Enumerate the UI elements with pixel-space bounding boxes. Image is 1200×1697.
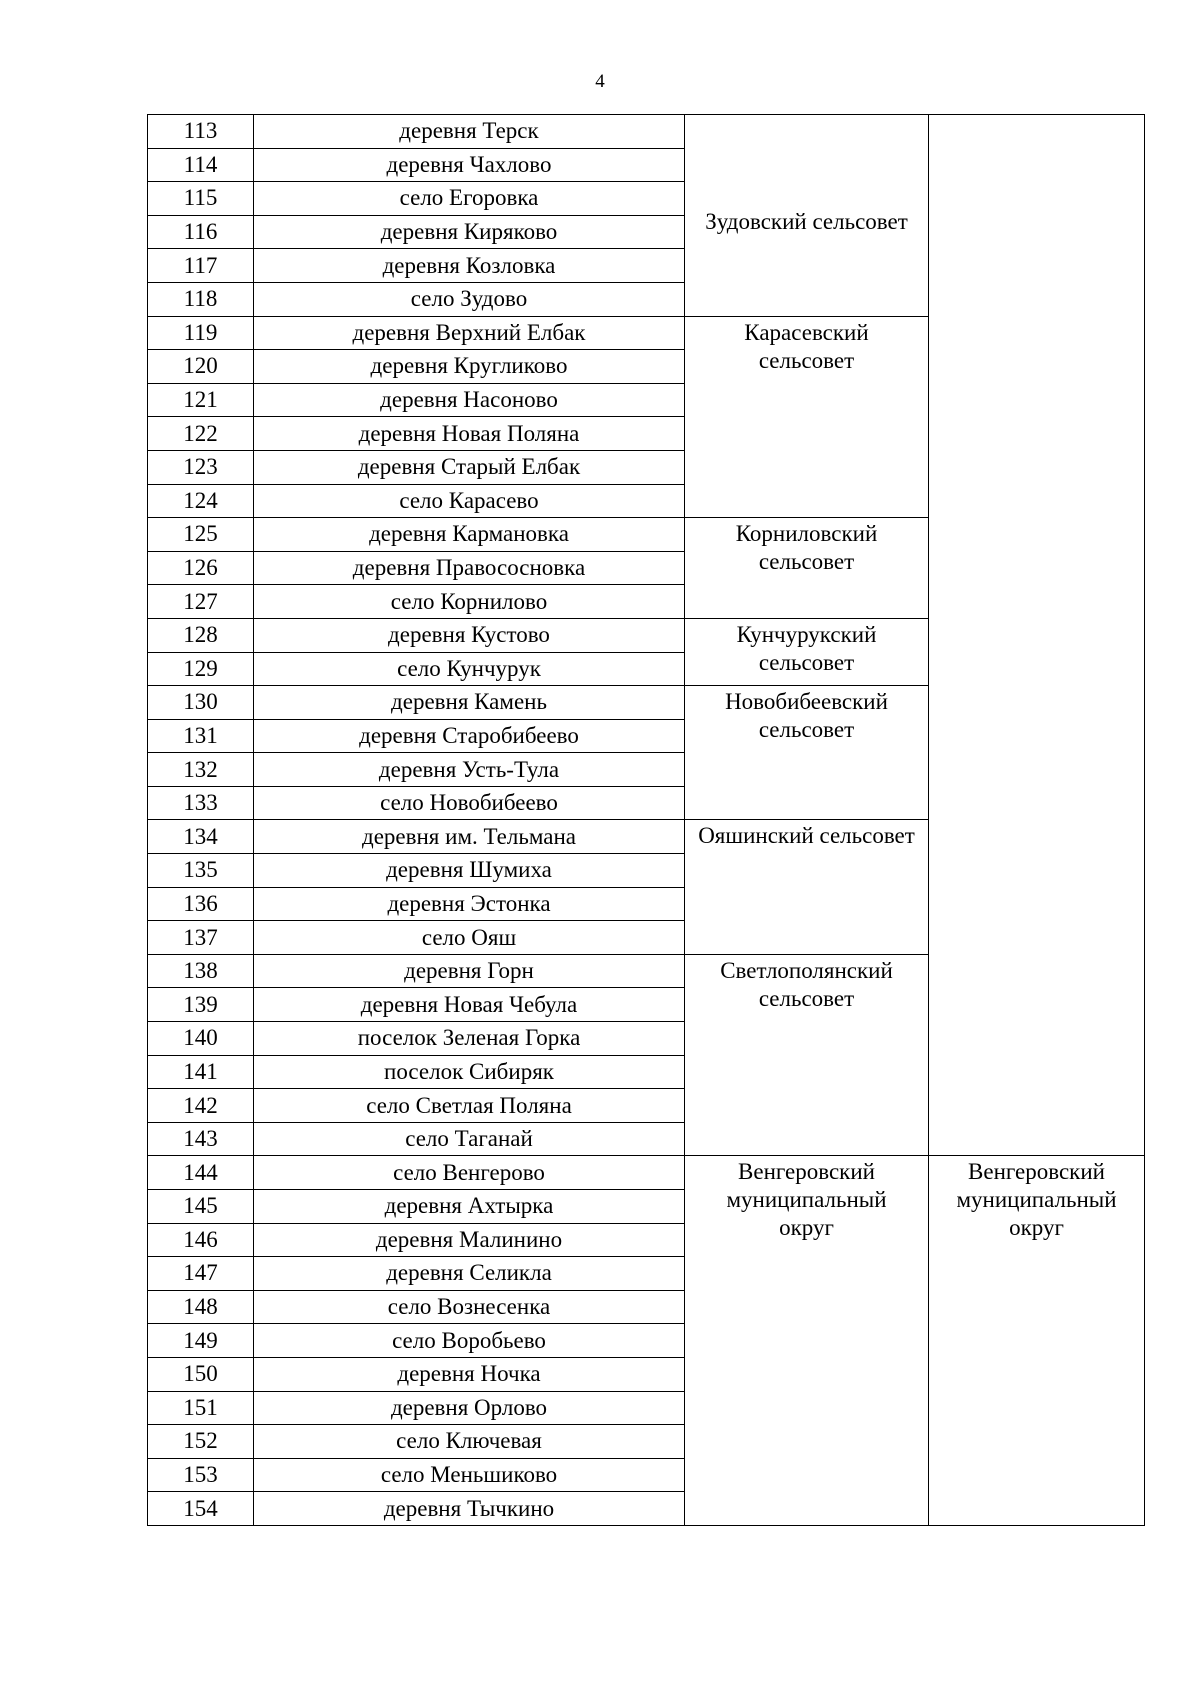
settlement-name: село Карасево — [254, 484, 685, 518]
settlement-name: деревня им. Тельмана — [254, 820, 685, 854]
settlement-name: деревня Эстонка — [254, 887, 685, 921]
row-number: 130 — [148, 686, 254, 720]
table-row — [148, 1156, 1145, 1190]
settlement-name: село Воробьево — [254, 1324, 685, 1358]
row-number: 143 — [148, 1122, 254, 1156]
settlement-name: деревня Селикла — [254, 1257, 685, 1291]
council-name-line-2: сельсовет — [758, 549, 855, 575]
row-number: 133 — [148, 786, 254, 820]
row-number: 139 — [148, 988, 254, 1022]
settlement-name: село Ключевая — [254, 1425, 685, 1459]
settlement-name: село Ояш — [254, 921, 685, 955]
settlement-name: деревня Кругликово — [254, 350, 685, 384]
council-name-line-1: Корниловский — [735, 521, 878, 547]
council-name-line-1: Новобибеевский — [725, 689, 888, 715]
row-number: 123 — [148, 450, 254, 484]
row-number: 153 — [148, 1458, 254, 1492]
settlement-name: деревня Верхний Елбак — [254, 316, 685, 350]
row-number: 142 — [148, 1089, 254, 1123]
settlement-name: деревня Кармановка — [254, 518, 685, 552]
settlement-name: деревня Козловка — [254, 249, 685, 283]
settlement-name: деревня Орлово — [254, 1391, 685, 1425]
row-number: 136 — [148, 887, 254, 921]
settlement-name: село Венгерово — [254, 1156, 685, 1190]
council-cell-kornilovsky — [685, 518, 929, 619]
settlement-name: деревня Усть-Тула — [254, 753, 685, 787]
settlement-name: село Вознесенка — [254, 1290, 685, 1324]
council-name-line-1: Светлополянский — [720, 957, 893, 983]
council-cell-zudovsky — [685, 115, 929, 317]
row-number: 147 — [148, 1257, 254, 1291]
settlement-name: деревня Новая Чебула — [254, 988, 685, 1022]
settlement-name: деревня Терск — [254, 115, 685, 149]
row-number: 118 — [148, 282, 254, 316]
settlement-name: село Светлая Поляна — [254, 1089, 685, 1123]
row-number: 145 — [148, 1190, 254, 1224]
district-name-line-3: округ — [1009, 1215, 1064, 1241]
district-name-line-2: муниципальный — [956, 1187, 1117, 1213]
row-number: 150 — [148, 1357, 254, 1391]
settlement-name: деревня Ахтырка — [254, 1190, 685, 1224]
settlement-name: деревня Камень — [254, 686, 685, 720]
row-number: 137 — [148, 921, 254, 955]
row-number: 152 — [148, 1425, 254, 1459]
council-cell-vengerovsky — [685, 1156, 929, 1526]
row-number: 129 — [148, 652, 254, 686]
page-number: 4 — [595, 71, 605, 92]
row-number: 146 — [148, 1223, 254, 1257]
row-number: 115 — [148, 182, 254, 216]
district-name-line-1: Венгеровский — [968, 1159, 1105, 1185]
settlement-name: село Кунчурук — [254, 652, 685, 686]
settlement-name: деревня Кустово — [254, 618, 685, 652]
settlements-table — [147, 114, 1145, 1526]
settlement-name: деревня Тычкино — [254, 1492, 685, 1526]
row-number: 140 — [148, 1022, 254, 1056]
settlement-name: деревня Чахлово — [254, 148, 685, 182]
council-name-line-3: округ — [779, 1215, 834, 1241]
row-number: 116 — [148, 215, 254, 249]
settlement-name: село Зудово — [254, 282, 685, 316]
row-number: 121 — [148, 383, 254, 417]
row-number: 113 — [148, 115, 254, 149]
row-number: 114 — [148, 148, 254, 182]
settlement-name: деревня Новая Поляна — [254, 417, 685, 451]
row-number: 134 — [148, 820, 254, 854]
row-number: 131 — [148, 719, 254, 753]
table-row — [148, 115, 1145, 149]
row-number: 148 — [148, 1290, 254, 1324]
row-number: 125 — [148, 518, 254, 552]
settlement-name: поселок Сибиряк — [254, 1055, 685, 1089]
row-number: 122 — [148, 417, 254, 451]
row-number: 144 — [148, 1156, 254, 1190]
council-name-line-1: Кунчурукский — [736, 621, 877, 647]
row-number: 135 — [148, 854, 254, 888]
district-cell-empty — [929, 115, 1145, 1156]
council-name: Ояшинский сельсовет — [698, 823, 915, 849]
council-name-line-1: Карасевский — [744, 319, 869, 345]
row-number: 138 — [148, 954, 254, 988]
row-number: 149 — [148, 1324, 254, 1358]
settlement-name: село Корнилово — [254, 585, 685, 619]
row-number: 124 — [148, 484, 254, 518]
row-number: 119 — [148, 316, 254, 350]
council-name-line-2: муниципальный — [726, 1187, 887, 1213]
council-name: Зудовский сельсовет — [705, 209, 908, 234]
settlement-name: деревня Горн — [254, 954, 685, 988]
settlement-name: село Таганай — [254, 1122, 685, 1156]
row-number: 126 — [148, 551, 254, 585]
row-number: 128 — [148, 618, 254, 652]
council-name-line-2: сельсовет — [758, 985, 855, 1011]
settlement-name: деревня Старый Елбак — [254, 450, 685, 484]
row-number: 132 — [148, 753, 254, 787]
settlement-name: деревня Правососновка — [254, 551, 685, 585]
settlement-name: деревня Киряково — [254, 215, 685, 249]
council-cell-karasevsky — [685, 316, 929, 518]
row-number: 141 — [148, 1055, 254, 1089]
council-cell-novobibeevsky — [685, 686, 929, 820]
district-cell-vengerovsky — [929, 1156, 1145, 1526]
row-number: 154 — [148, 1492, 254, 1526]
row-number: 151 — [148, 1391, 254, 1425]
council-name-line-2: сельсовет — [758, 649, 855, 675]
row-number: 120 — [148, 350, 254, 384]
council-cell-oyashinsky — [685, 820, 929, 954]
settlement-name: деревня Малинино — [254, 1223, 685, 1257]
settlement-name: деревня Ночка — [254, 1357, 685, 1391]
row-number: 117 — [148, 249, 254, 283]
settlement-name: село Меньшиково — [254, 1458, 685, 1492]
settlement-name: деревня Шумиха — [254, 854, 685, 888]
council-name-line-1: Венгеровский — [738, 1159, 875, 1185]
settlement-name: деревня Насоново — [254, 383, 685, 417]
council-cell-kunchuruksky — [685, 618, 929, 685]
row-number: 127 — [148, 585, 254, 619]
council-cell-svetlopolyansky — [685, 954, 929, 1156]
council-name-line-2: сельсовет — [758, 717, 855, 743]
settlement-name: село Новобибеево — [254, 786, 685, 820]
settlement-name: поселок Зеленая Горка — [254, 1022, 685, 1056]
council-name-line-2: сельсовет — [758, 347, 855, 373]
settlement-name: деревня Старобибеево — [254, 719, 685, 753]
settlement-name: село Егоровка — [254, 182, 685, 216]
